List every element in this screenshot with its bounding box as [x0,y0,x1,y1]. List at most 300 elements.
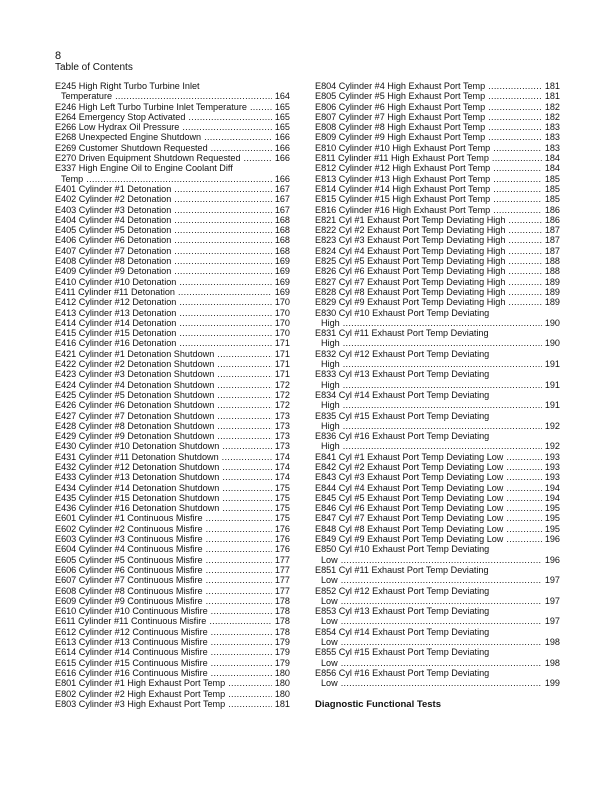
toc-entry-line [315,462,560,472]
toc-page-number: 168 [274,235,290,246]
toc-entry-title: E832 Cyl #12 Exhaust Port Temp Deviating [315,348,490,359]
toc-entry-title: E428 Cylinder #8 Detonation Shutdown [55,420,215,431]
toc-page-number: 182 [544,101,560,112]
toc-entry-line [315,421,560,431]
dot-leader [179,308,271,318]
toc-page-number: 168 [274,214,290,225]
toc-entry[interactable] [55,493,290,503]
toc-entry[interactable] [315,235,560,245]
toc-entry-line [315,606,560,616]
toc-entry[interactable] [55,421,290,431]
dot-leader [206,575,272,585]
toc-entry[interactable] [315,102,560,112]
toc-entry-line [315,132,560,142]
toc-entry[interactable] [55,678,290,688]
toc-entry[interactable] [55,132,290,142]
toc-entry-line [315,411,560,421]
toc-entry-line [55,452,290,462]
toc-entry[interactable] [315,390,560,411]
toc-entry[interactable] [315,91,560,101]
toc-entry-line [55,184,290,194]
toc-page-number: 180 [274,688,290,699]
dot-leader [341,637,542,647]
toc-page-number: 177 [274,575,290,586]
toc-entry[interactable] [315,153,560,163]
toc-entry-title-continued: Temp [61,173,84,184]
toc-entry-title: E851 Cyl #11 Exhaust Port Temp Deviating [315,564,489,575]
dot-leader [506,472,541,482]
toc-entry-title: E605 Cylinder #5 Continuous Misfire [55,554,203,565]
dot-leader [174,235,272,245]
toc-entry[interactable] [315,544,560,565]
toc-entry[interactable] [55,647,290,657]
toc-entry-title: E821 Cyl #1 Exhaust Port Temp Deviating High [315,214,506,225]
toc-entry-title: E429 Cylinder #9 Detonation Shutdown [55,431,215,442]
toc-entry-line [315,349,560,359]
toc-entry-title: E432 Cylinder #12 Detonation Shutdown [55,461,220,472]
toc-entry[interactable] [315,143,560,153]
toc-entry[interactable] [315,503,560,513]
toc-page-number: 166 [274,142,290,153]
toc-entry[interactable] [55,246,290,256]
toc-entry-title: E268 Unexpected Engine Shutdown [55,132,202,143]
dot-leader [343,338,542,348]
toc-entry-line [315,627,560,637]
dot-leader [493,205,542,215]
dot-leader [188,112,271,122]
toc-entry[interactable] [315,297,560,307]
toc-entry-title: E611 Cylinder #11 Continuous Misfire [55,616,207,627]
toc-page-number: 193 [544,472,560,483]
toc-entry[interactable] [315,668,560,689]
toc-entry-line [55,658,290,668]
toc-entry[interactable] [315,266,560,276]
toc-entry[interactable] [55,308,290,318]
dot-leader [508,235,541,245]
toc-entry[interactable] [55,586,290,596]
dot-leader [343,359,542,369]
toc-entry-line [55,668,290,678]
toc-entry-line [315,431,560,441]
toc-entry-line [55,380,290,390]
toc-entry-line [55,143,290,153]
toc-page-number: 169 [274,286,290,297]
toc-page-number: 176 [274,544,290,555]
dot-leader [508,225,541,235]
dot-leader [228,689,272,699]
toc-entry[interactable] [315,308,560,329]
toc-entry-title: E402 Cylinder #2 Detonation [55,194,172,205]
toc-entry-line [55,287,290,297]
dot-leader [508,246,541,256]
toc-page-number: 169 [274,256,290,267]
toc-entry[interactable] [315,411,560,432]
toc-entry[interactable] [55,194,290,204]
toc-entry-title: E401 Cylinder #1 Detonation [55,183,172,194]
page-number: 8 [55,50,62,62]
toc-entry-title: E812 Cylinder #12 High Exhaust Port Temp [315,163,491,174]
toc-page-number: 166 [274,132,290,143]
toc-entry[interactable] [315,513,560,523]
dot-leader [222,462,272,472]
toc-entry[interactable] [315,225,560,235]
toc-page-number: 180 [274,667,290,678]
toc-entry[interactable] [315,205,560,215]
toc-entry-title-continued: Temperature [61,91,113,102]
toc-entry[interactable] [55,483,290,493]
toc-entry[interactable] [55,431,290,441]
toc-entry[interactable] [55,143,290,153]
toc-entry[interactable] [55,215,290,225]
toc-entry[interactable] [315,524,560,534]
toc-entry-title: E415 Cylinder #15 Detonation [55,328,177,339]
toc-page-number: 167 [274,204,290,215]
toc-entry-line [55,575,290,585]
toc-entry[interactable] [315,431,560,452]
dot-leader [493,194,542,204]
toc-entry[interactable] [315,174,560,184]
toc-entry-title: E847 Cyl #7 Exhaust Port Temp Deviating Low [315,513,504,524]
toc-entry-line [55,390,290,400]
dot-leader [178,287,272,297]
toc-entry-line [315,565,560,575]
toc-page-number: 165 [274,101,290,112]
toc-page-number: 195 [544,513,560,524]
toc-entry-line [55,318,290,328]
toc-page-number: 175 [274,492,290,503]
toc-entry[interactable] [55,369,290,379]
dot-leader [174,215,272,225]
toc-entry-title-continued: High [321,338,340,349]
toc-column-left [55,81,290,709]
toc-entry-line [315,205,560,215]
toc-entry[interactable] [315,246,560,256]
toc-entry-line [315,493,560,503]
toc-entry-line [55,369,290,379]
toc-page-number: 178 [274,606,290,617]
toc-entry-line [315,225,560,235]
toc-entry[interactable] [55,287,290,297]
toc-entry-title: E826 Cyl #6 Exhaust Port Temp Deviating High [315,266,506,277]
toc-entry[interactable] [315,586,560,607]
toc-entry[interactable] [55,184,290,194]
toc-entry-title: E433 Cylinder #13 Detonation Shutdown [55,472,220,483]
toc-entry-line [55,544,290,554]
toc-entry[interactable] [55,81,290,102]
toc-entry[interactable] [55,658,290,668]
dot-leader [492,153,542,163]
toc-entry[interactable] [55,235,290,245]
toc-entry-title: E423 Cylinder #3 Detonation Shutdown [55,369,215,380]
dot-leader [244,153,272,163]
dot-leader [211,668,272,678]
toc-entry[interactable] [55,534,290,544]
toc-entry[interactable] [315,122,560,132]
toc-entry[interactable] [55,338,290,348]
toc-entry-line [55,689,290,699]
toc-entry-line [315,586,560,596]
toc-entry-title: E831 Cyl #11 Exhaust Port Temp Deviating [315,328,489,339]
toc-page-number: 165 [274,122,290,133]
toc-entry-title: E405 Cylinder #5 Detonation [55,225,172,236]
toc-entry-title: E434 Cylinder #14 Detonation Shutdown [55,482,220,493]
toc-page-number: 195 [544,523,560,534]
toc-entry[interactable] [315,132,560,142]
toc-entry[interactable] [55,472,290,482]
toc-page-number: 187 [544,225,560,236]
toc-entry-title: E413 Cylinder #13 Detonation [55,307,177,318]
toc-entry-title-continued: High [321,317,340,328]
toc-entry[interactable] [55,689,290,699]
toc-page-number: 171 [274,369,290,380]
toc-entry-title: E616 Cylinder #16 Continuous Misfire [55,667,208,678]
dot-leader [174,205,272,215]
toc-entry[interactable] [315,194,560,204]
toc-entry[interactable] [315,534,560,544]
dot-leader [217,349,272,359]
dot-leader [250,102,272,112]
toc-page-number: 181 [544,81,560,91]
toc-entry[interactable] [315,606,560,627]
toc-entry-title: E805 Cylinder #5 High Exhaust Port Temp [315,91,486,102]
toc-entry-line [315,163,560,173]
toc-entry[interactable] [55,122,290,132]
toc-page-number: 189 [544,297,560,308]
toc-entry-title: E803 Cylinder #3 High Exhaust Port Temp [55,698,226,709]
toc-page-number: 197 [544,616,560,627]
toc-entry[interactable] [55,205,290,215]
toc-entry[interactable] [55,616,290,626]
toc-entry[interactable] [55,400,290,410]
toc-entry-title: E436 Cylinder #16 Detonation Shutdown [55,503,220,514]
toc-entry-line [315,153,560,163]
toc-page-number: 173 [274,441,290,452]
toc-entry-line [55,555,290,565]
toc-page-number: 164 [274,91,290,102]
toc-entry-line [55,112,290,122]
toc-entry-line [315,472,560,482]
toc-entry[interactable] [55,328,290,338]
toc-page-number: 186 [544,204,560,215]
toc-entry[interactable] [55,359,290,369]
toc-entry-title-continued: Low [321,657,338,668]
toc-entry[interactable] [55,513,290,523]
toc-entry-title-continued: Low [321,595,338,606]
toc-entry[interactable] [315,112,560,122]
toc-entry-title: E835 Cyl #15 Exhaust Port Temp Deviating [315,410,490,421]
toc-entry-line [315,297,560,307]
toc-page-number: 198 [544,637,560,648]
toc-entry-title: E822 Cyl #2 Exhaust Port Temp Deviating High [315,225,506,236]
toc-entry-title: E602 Cylinder #2 Continuous Misfire [55,523,203,534]
toc-entry[interactable] [55,627,290,637]
toc-entry-title: E802 Cylinder #2 High Exhaust Port Temp [55,688,226,699]
dot-leader [228,699,272,709]
toc-entry[interactable] [315,452,560,462]
toc-page-number: 172 [274,400,290,411]
toc-entry-title: E848 Cyl #8 Exhaust Port Temp Deviating Low [315,523,504,534]
toc-entry[interactable] [55,112,290,122]
toc-entry[interactable] [55,411,290,421]
dot-leader [217,359,272,369]
toc-entry[interactable] [315,328,560,349]
toc-entry-line [55,277,290,287]
toc-entry[interactable] [55,565,290,575]
toc-entry[interactable] [55,503,290,513]
dot-leader [506,462,541,472]
toc-page-number: 177 [274,564,290,575]
toc-entry-title: E843 Cyl #3 Exhaust Port Temp Deviating Low [315,472,504,483]
toc-entry-title: E842 Cyl #2 Exhaust Port Temp Deviating Low [315,461,504,472]
toc-entry[interactable] [55,575,290,585]
toc-entry[interactable] [55,544,290,554]
toc-page-number: 171 [274,348,290,359]
toc-entry-title: E814 Cylinder #14 High Exhaust Port Temp [315,183,491,194]
toc-entry[interactable] [55,668,290,678]
toc-entry[interactable] [315,81,560,91]
toc-page-number: 191 [544,359,560,370]
toc-entry[interactable] [315,287,560,297]
toc-entry[interactable] [55,390,290,400]
toc-entry[interactable] [55,318,290,328]
toc-entry-line [55,132,290,142]
toc-entry-line [55,462,290,472]
toc-page-number: 198 [544,657,560,668]
toc-entry-line [55,349,290,359]
toc-entry-line [315,555,560,565]
dot-leader [206,534,272,544]
dot-leader [222,441,272,451]
toc-entry-title: E608 Cylinder #8 Continuous Misfire [55,585,203,596]
toc-entry[interactable] [55,163,290,184]
toc-entry-title-continued: High [321,441,340,452]
toc-entry[interactable] [55,699,290,709]
toc-entry-line [55,565,290,575]
toc-entry[interactable] [315,277,560,287]
toc-entry-line [55,503,290,513]
toc-entry[interactable] [55,349,290,359]
toc-entry-title-continued: Low [321,616,338,627]
toc-page-number: 167 [274,194,290,205]
toc-entry[interactable] [55,524,290,534]
toc-page-number: 172 [274,379,290,390]
toc-page-number: 192 [544,441,560,452]
toc-entry[interactable] [55,153,290,163]
toc-entry[interactable] [315,565,560,586]
dot-leader [508,215,541,225]
dot-leader [343,318,542,328]
toc-entry[interactable] [315,462,560,472]
toc-entry-title: E411 Cylinder #11 Detonation [55,286,175,297]
toc-entry[interactable] [315,215,560,225]
dot-leader [493,163,542,173]
toc-page-number: 181 [544,91,560,102]
toc-entry-title-continued: High [321,420,340,431]
dot-leader [488,122,542,132]
toc-entry[interactable] [55,102,290,112]
toc-entry[interactable] [55,606,290,616]
toc-entry[interactable] [315,163,560,173]
toc-entry[interactable] [315,472,560,482]
toc-entry[interactable] [315,349,560,370]
toc-entry[interactable] [315,256,560,266]
toc-entry[interactable] [55,555,290,565]
dot-leader [343,400,542,410]
toc-entry[interactable] [315,369,560,390]
toc-page-number: 197 [544,575,560,586]
dot-leader [217,380,272,390]
toc-entry-line [315,637,560,647]
toc-entry-title-continued: Low [321,678,338,689]
toc-entry[interactable] [315,493,560,503]
toc-page-number: 194 [544,482,560,493]
toc-entry[interactable] [55,637,290,647]
toc-entry[interactable] [55,441,290,451]
toc-page-number: 199 [544,678,560,689]
dot-leader [488,81,542,91]
toc-entry-line [315,215,560,225]
toc-entry[interactable] [315,184,560,194]
toc-entry[interactable] [55,380,290,390]
toc-entry-line [315,483,560,493]
toc-entry[interactable] [55,277,290,287]
toc-entry[interactable] [55,596,290,606]
toc-entry-title: E852 Cyl #12 Exhaust Port Temp Deviating [315,585,490,596]
toc-entry[interactable] [55,297,290,307]
toc-entry[interactable] [315,483,560,493]
toc-entry-line [315,400,560,410]
toc-entry-title: E431 Cylinder #11 Detonation Shutdown [55,451,219,462]
toc-entry-line [55,328,290,338]
toc-entry-title: E408 Cylinder #8 Detonation [55,256,172,267]
toc-page-number: 174 [274,461,290,472]
toc-page-number: 186 [544,214,560,225]
dot-leader [217,369,272,379]
toc-entry-title-continued: High [321,400,340,411]
toc-entry[interactable] [55,256,290,266]
toc-entry-line [315,359,560,369]
toc-entry[interactable] [55,225,290,235]
toc-page-number: 187 [544,245,560,256]
toc-entry[interactable] [55,452,290,462]
toc-entry[interactable] [55,266,290,276]
toc-entry[interactable] [315,647,560,668]
toc-entry-title: E846 Cyl #6 Exhaust Port Temp Deviating Low [315,503,504,514]
toc-entry-title: E844 Cyl #4 Exhaust Port Temp Deviating Low [315,482,504,493]
dot-leader [506,493,541,503]
toc-page-number: 188 [544,266,560,277]
toc-entry-line [55,606,290,616]
toc-page-number: 170 [274,328,290,339]
dot-leader [222,452,272,462]
dot-leader [508,266,541,276]
toc-entry-title: E612 Cylinder #12 Continuous Misfire [55,626,208,637]
toc-entry-title: E836 Cyl #16 Exhaust Port Temp Deviating [315,431,490,442]
toc-page-number: 177 [274,554,290,565]
toc-page-number: 180 [274,678,290,689]
toc-entry-line [55,483,290,493]
dot-leader [174,256,272,266]
dot-leader [341,658,542,668]
toc-entry-line [55,225,290,235]
dot-leader [206,565,272,575]
toc-entry-title: E427 Cylinder #7 Detonation Shutdown [55,410,215,421]
toc-entry-title: E426 Cylinder #6 Detonation Shutdown [55,400,215,411]
toc-page-number: 193 [544,461,560,472]
toc-entry[interactable] [55,462,290,472]
toc-entry-line [315,266,560,276]
toc-entry[interactable] [315,627,560,648]
